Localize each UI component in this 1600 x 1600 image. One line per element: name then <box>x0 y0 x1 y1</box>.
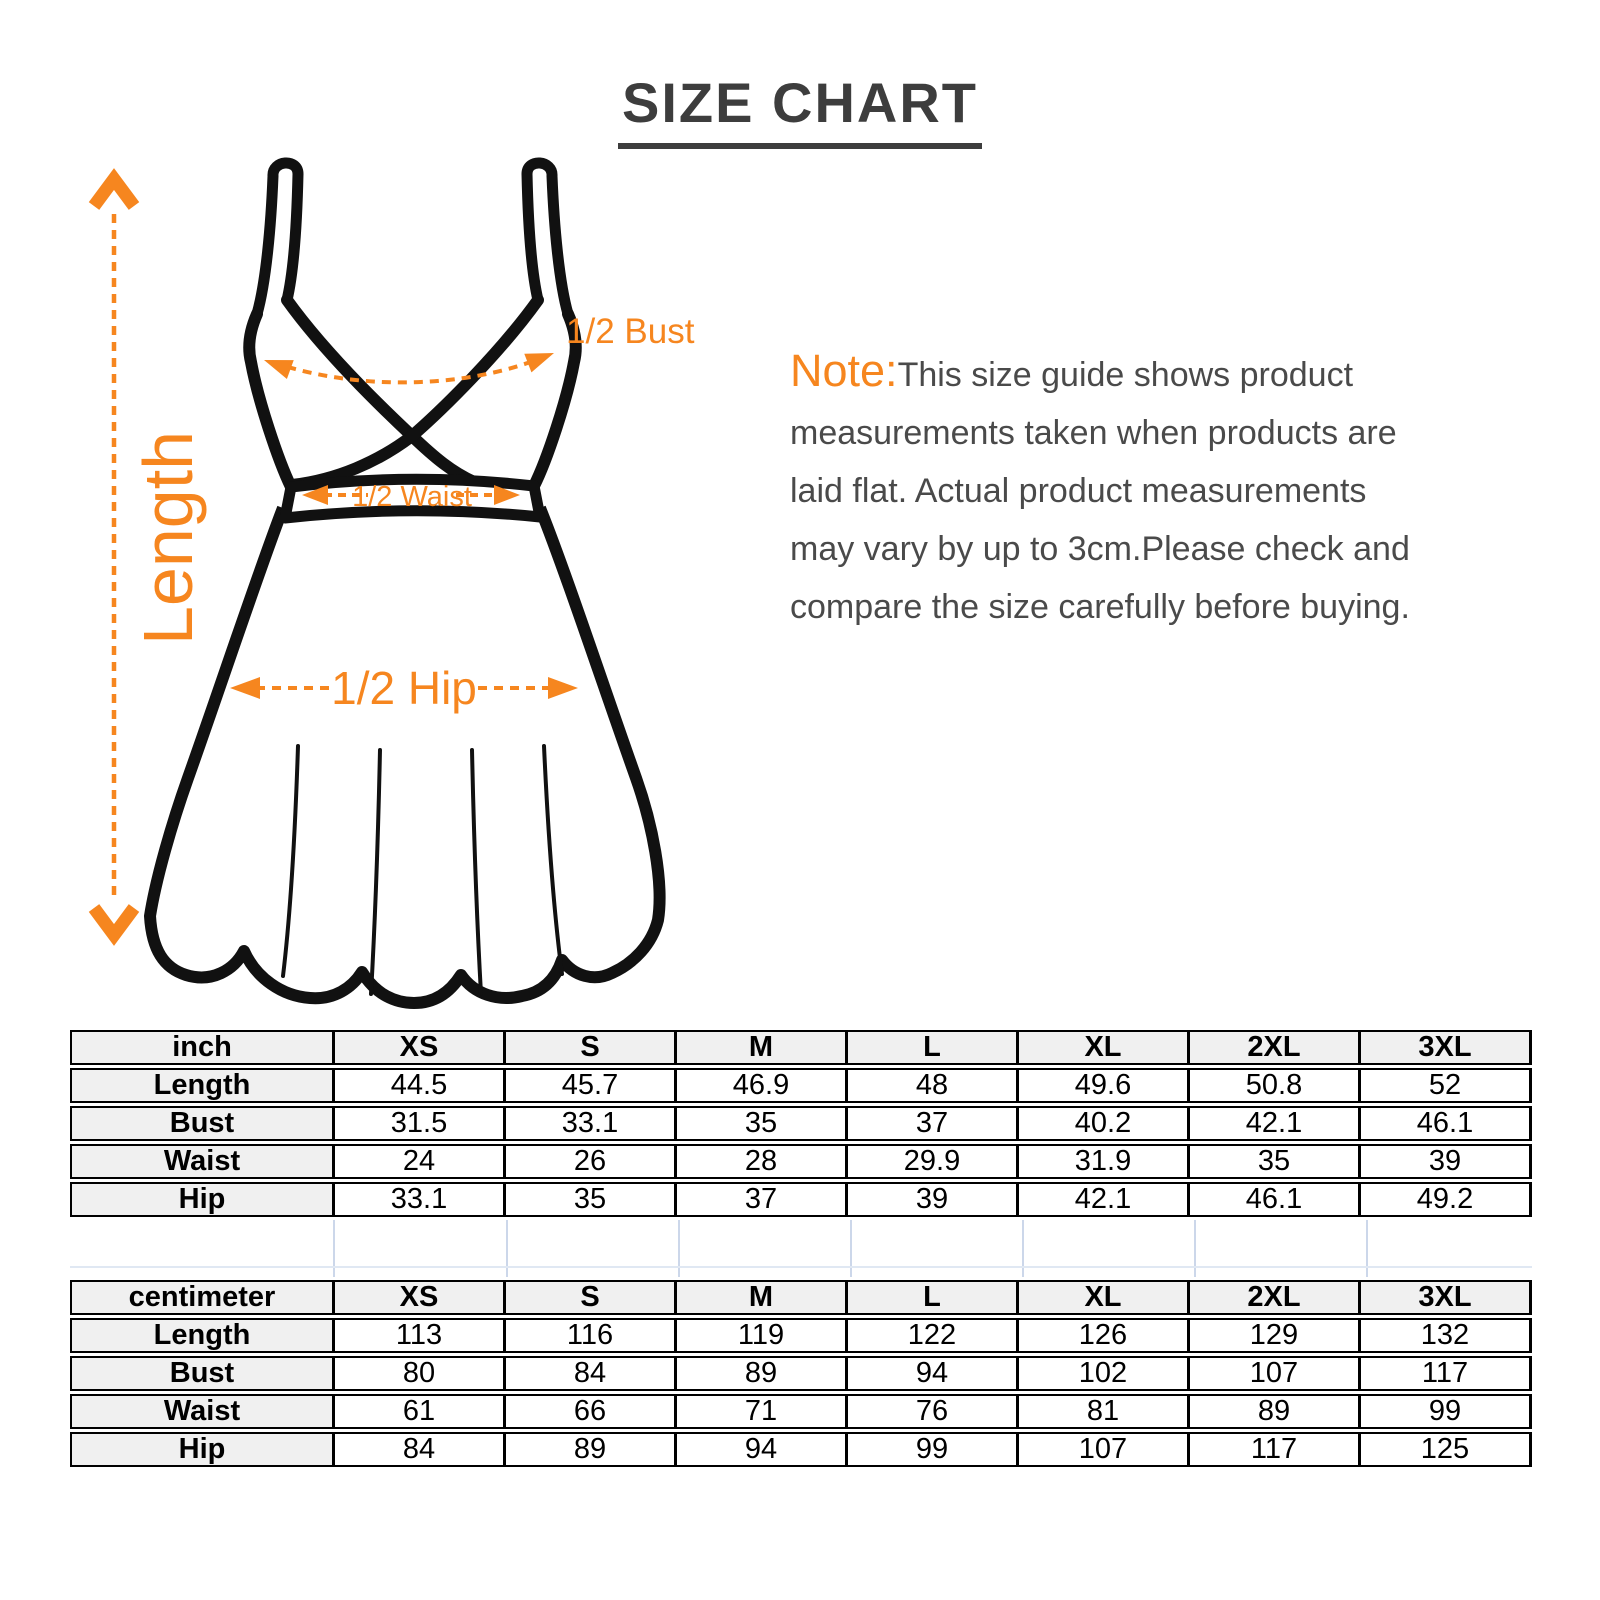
value-cell: 119 <box>677 1318 848 1353</box>
value-cell: 113 <box>335 1318 506 1353</box>
centimeter-table <box>70 1277 1532 1470</box>
value-cell: 50.8 <box>1190 1068 1361 1103</box>
size-header-cell: XS <box>335 1030 506 1065</box>
value-cell: 46.1 <box>1361 1106 1532 1141</box>
bust-arrowhead-right <box>524 344 557 373</box>
hip-label: 1/2 Hip <box>331 662 477 714</box>
value-cell: 76 <box>848 1394 1019 1429</box>
row-label-cell: Waist <box>70 1144 335 1179</box>
wrap-line-right-panel <box>292 300 538 485</box>
value-cell: 42.1 <box>1190 1106 1361 1141</box>
note-line: may vary by up to 3cm.Please check and <box>790 530 1410 568</box>
bust-arrow <box>261 344 558 383</box>
value-cell: 125 <box>1361 1432 1532 1467</box>
value-cell: 107 <box>1190 1356 1361 1391</box>
value-cell: 81 <box>1019 1394 1190 1429</box>
strap-left <box>257 163 298 314</box>
table-gap-divider <box>70 1220 1532 1277</box>
row-label-cell: Length <box>70 1068 335 1103</box>
value-cell: 46.1 <box>1190 1182 1361 1217</box>
value-cell: 132 <box>1361 1318 1532 1353</box>
size-header-cell: L <box>848 1280 1019 1315</box>
row-label-cell: Bust <box>70 1106 335 1141</box>
value-cell: 99 <box>1361 1394 1532 1429</box>
value-cell: 44.5 <box>335 1068 506 1103</box>
size-header-cell: S <box>506 1030 677 1065</box>
value-cell: 126 <box>1019 1318 1190 1353</box>
row-label-cell: Length <box>70 1318 335 1353</box>
value-cell: 89 <box>506 1432 677 1467</box>
bust-dashed-line <box>272 356 546 382</box>
value-cell: 94 <box>677 1432 848 1467</box>
gap-gridline <box>333 1220 335 1277</box>
value-cell: 102 <box>1019 1356 1190 1391</box>
value-cell: 35 <box>1190 1144 1361 1179</box>
gap-gridline-horizontal <box>70 1266 1532 1268</box>
table-row <box>70 1356 1532 1391</box>
size-header-cell: M <box>677 1030 848 1065</box>
table-row <box>70 1068 1532 1103</box>
waist-label: 1/2 Waist <box>352 481 472 513</box>
length-arrowhead-up <box>94 179 134 206</box>
value-cell: 80 <box>335 1356 506 1391</box>
bodice-left-edge <box>249 314 291 487</box>
value-cell: 61 <box>335 1394 506 1429</box>
skirt-outline <box>150 508 660 1003</box>
bust-arrowhead-left <box>261 351 294 379</box>
value-cell: 26 <box>506 1144 677 1179</box>
size-header-cell: XL <box>1019 1030 1190 1065</box>
value-cell: 33.1 <box>335 1182 506 1217</box>
note-line-text: This size guide shows product <box>897 356 1354 394</box>
length-label: Length <box>129 430 207 645</box>
table-row <box>70 1432 1532 1467</box>
value-cell: 37 <box>848 1106 1019 1141</box>
size-tables-section <box>70 1027 1532 1470</box>
value-cell: 94 <box>848 1356 1019 1391</box>
length-arrowhead-down <box>94 908 134 935</box>
value-cell: 46.9 <box>677 1068 848 1103</box>
value-cell: 117 <box>1190 1432 1361 1467</box>
value-cell: 89 <box>677 1356 848 1391</box>
value-cell: 49.2 <box>1361 1182 1532 1217</box>
note-line: compare the size carefully before buying. <box>790 588 1410 626</box>
gap-gridline <box>850 1220 852 1277</box>
value-cell: 129 <box>1190 1318 1361 1353</box>
value-cell: 116 <box>506 1318 677 1353</box>
value-cell: 49.6 <box>1019 1068 1190 1103</box>
value-cell: 84 <box>506 1356 677 1391</box>
value-cell: 40.2 <box>1019 1106 1190 1141</box>
size-header-cell: S <box>506 1280 677 1315</box>
value-cell: 24 <box>335 1144 506 1179</box>
unit-header-cell: centimeter <box>70 1280 335 1315</box>
gap-gridline <box>1366 1220 1368 1277</box>
value-cell: 48 <box>848 1068 1019 1103</box>
value-cell: 31.5 <box>335 1106 506 1141</box>
table-row <box>70 1106 1532 1141</box>
table-row <box>70 1394 1532 1429</box>
note-line <box>790 342 1565 404</box>
size-header-cell: XS <box>335 1280 506 1315</box>
table-header-row <box>70 1280 1532 1315</box>
note-label: Note: <box>790 345 898 396</box>
note-line: laid flat. Actual product measurements <box>790 472 1367 510</box>
value-cell: 42.1 <box>1019 1182 1190 1217</box>
gap-gridline <box>1022 1220 1024 1277</box>
unit-header-cell: inch <box>70 1030 335 1065</box>
value-cell: 52 <box>1361 1068 1532 1103</box>
value-cell: 84 <box>335 1432 506 1467</box>
note-block <box>790 342 1565 636</box>
size-header-cell: 2XL <box>1190 1030 1361 1065</box>
value-cell: 28 <box>677 1144 848 1179</box>
gap-gridline <box>1194 1220 1196 1277</box>
value-cell: 33.1 <box>506 1106 677 1141</box>
gap-gridline <box>506 1220 508 1277</box>
value-cell: 37 <box>677 1182 848 1217</box>
size-header-cell: M <box>677 1280 848 1315</box>
table-header-row <box>70 1030 1532 1065</box>
length-arrow <box>94 179 134 935</box>
table-row <box>70 1182 1532 1217</box>
value-cell: 29.9 <box>848 1144 1019 1179</box>
bust-label: 1/2 Bust <box>566 312 695 351</box>
size-header-cell: XL <box>1019 1280 1190 1315</box>
gap-gridline <box>678 1220 680 1277</box>
row-label-cell: Waist <box>70 1394 335 1429</box>
page-title: SIZE CHART <box>618 70 982 149</box>
value-cell: 71 <box>677 1394 848 1429</box>
value-cell: 35 <box>506 1182 677 1217</box>
size-header-cell: L <box>848 1030 1019 1065</box>
size-header-cell: 3XL <box>1361 1030 1532 1065</box>
value-cell: 107 <box>1019 1432 1190 1467</box>
inch-table <box>70 1027 1532 1220</box>
value-cell: 99 <box>848 1432 1019 1467</box>
row-label-cell: Bust <box>70 1356 335 1391</box>
value-cell: 31.9 <box>1019 1144 1190 1179</box>
strap-right <box>527 163 568 314</box>
value-cell: 39 <box>1361 1144 1532 1179</box>
value-cell: 45.7 <box>506 1068 677 1103</box>
title-row <box>0 70 1600 149</box>
dress-measurement-diagram <box>80 148 740 1028</box>
value-cell: 66 <box>506 1394 677 1429</box>
value-cell: 117 <box>1361 1356 1532 1391</box>
value-cell: 89 <box>1190 1394 1361 1429</box>
value-cell: 122 <box>848 1318 1019 1353</box>
size-header-cell: 3XL <box>1361 1280 1532 1315</box>
table-row <box>70 1144 1532 1179</box>
size-header-cell: 2XL <box>1190 1280 1361 1315</box>
value-cell: 39 <box>848 1182 1019 1217</box>
table-row <box>70 1318 1532 1353</box>
row-label-cell: Hip <box>70 1182 335 1217</box>
note-line: measurements taken when products are <box>790 414 1397 452</box>
value-cell: 35 <box>677 1106 848 1141</box>
row-label-cell: Hip <box>70 1432 335 1467</box>
